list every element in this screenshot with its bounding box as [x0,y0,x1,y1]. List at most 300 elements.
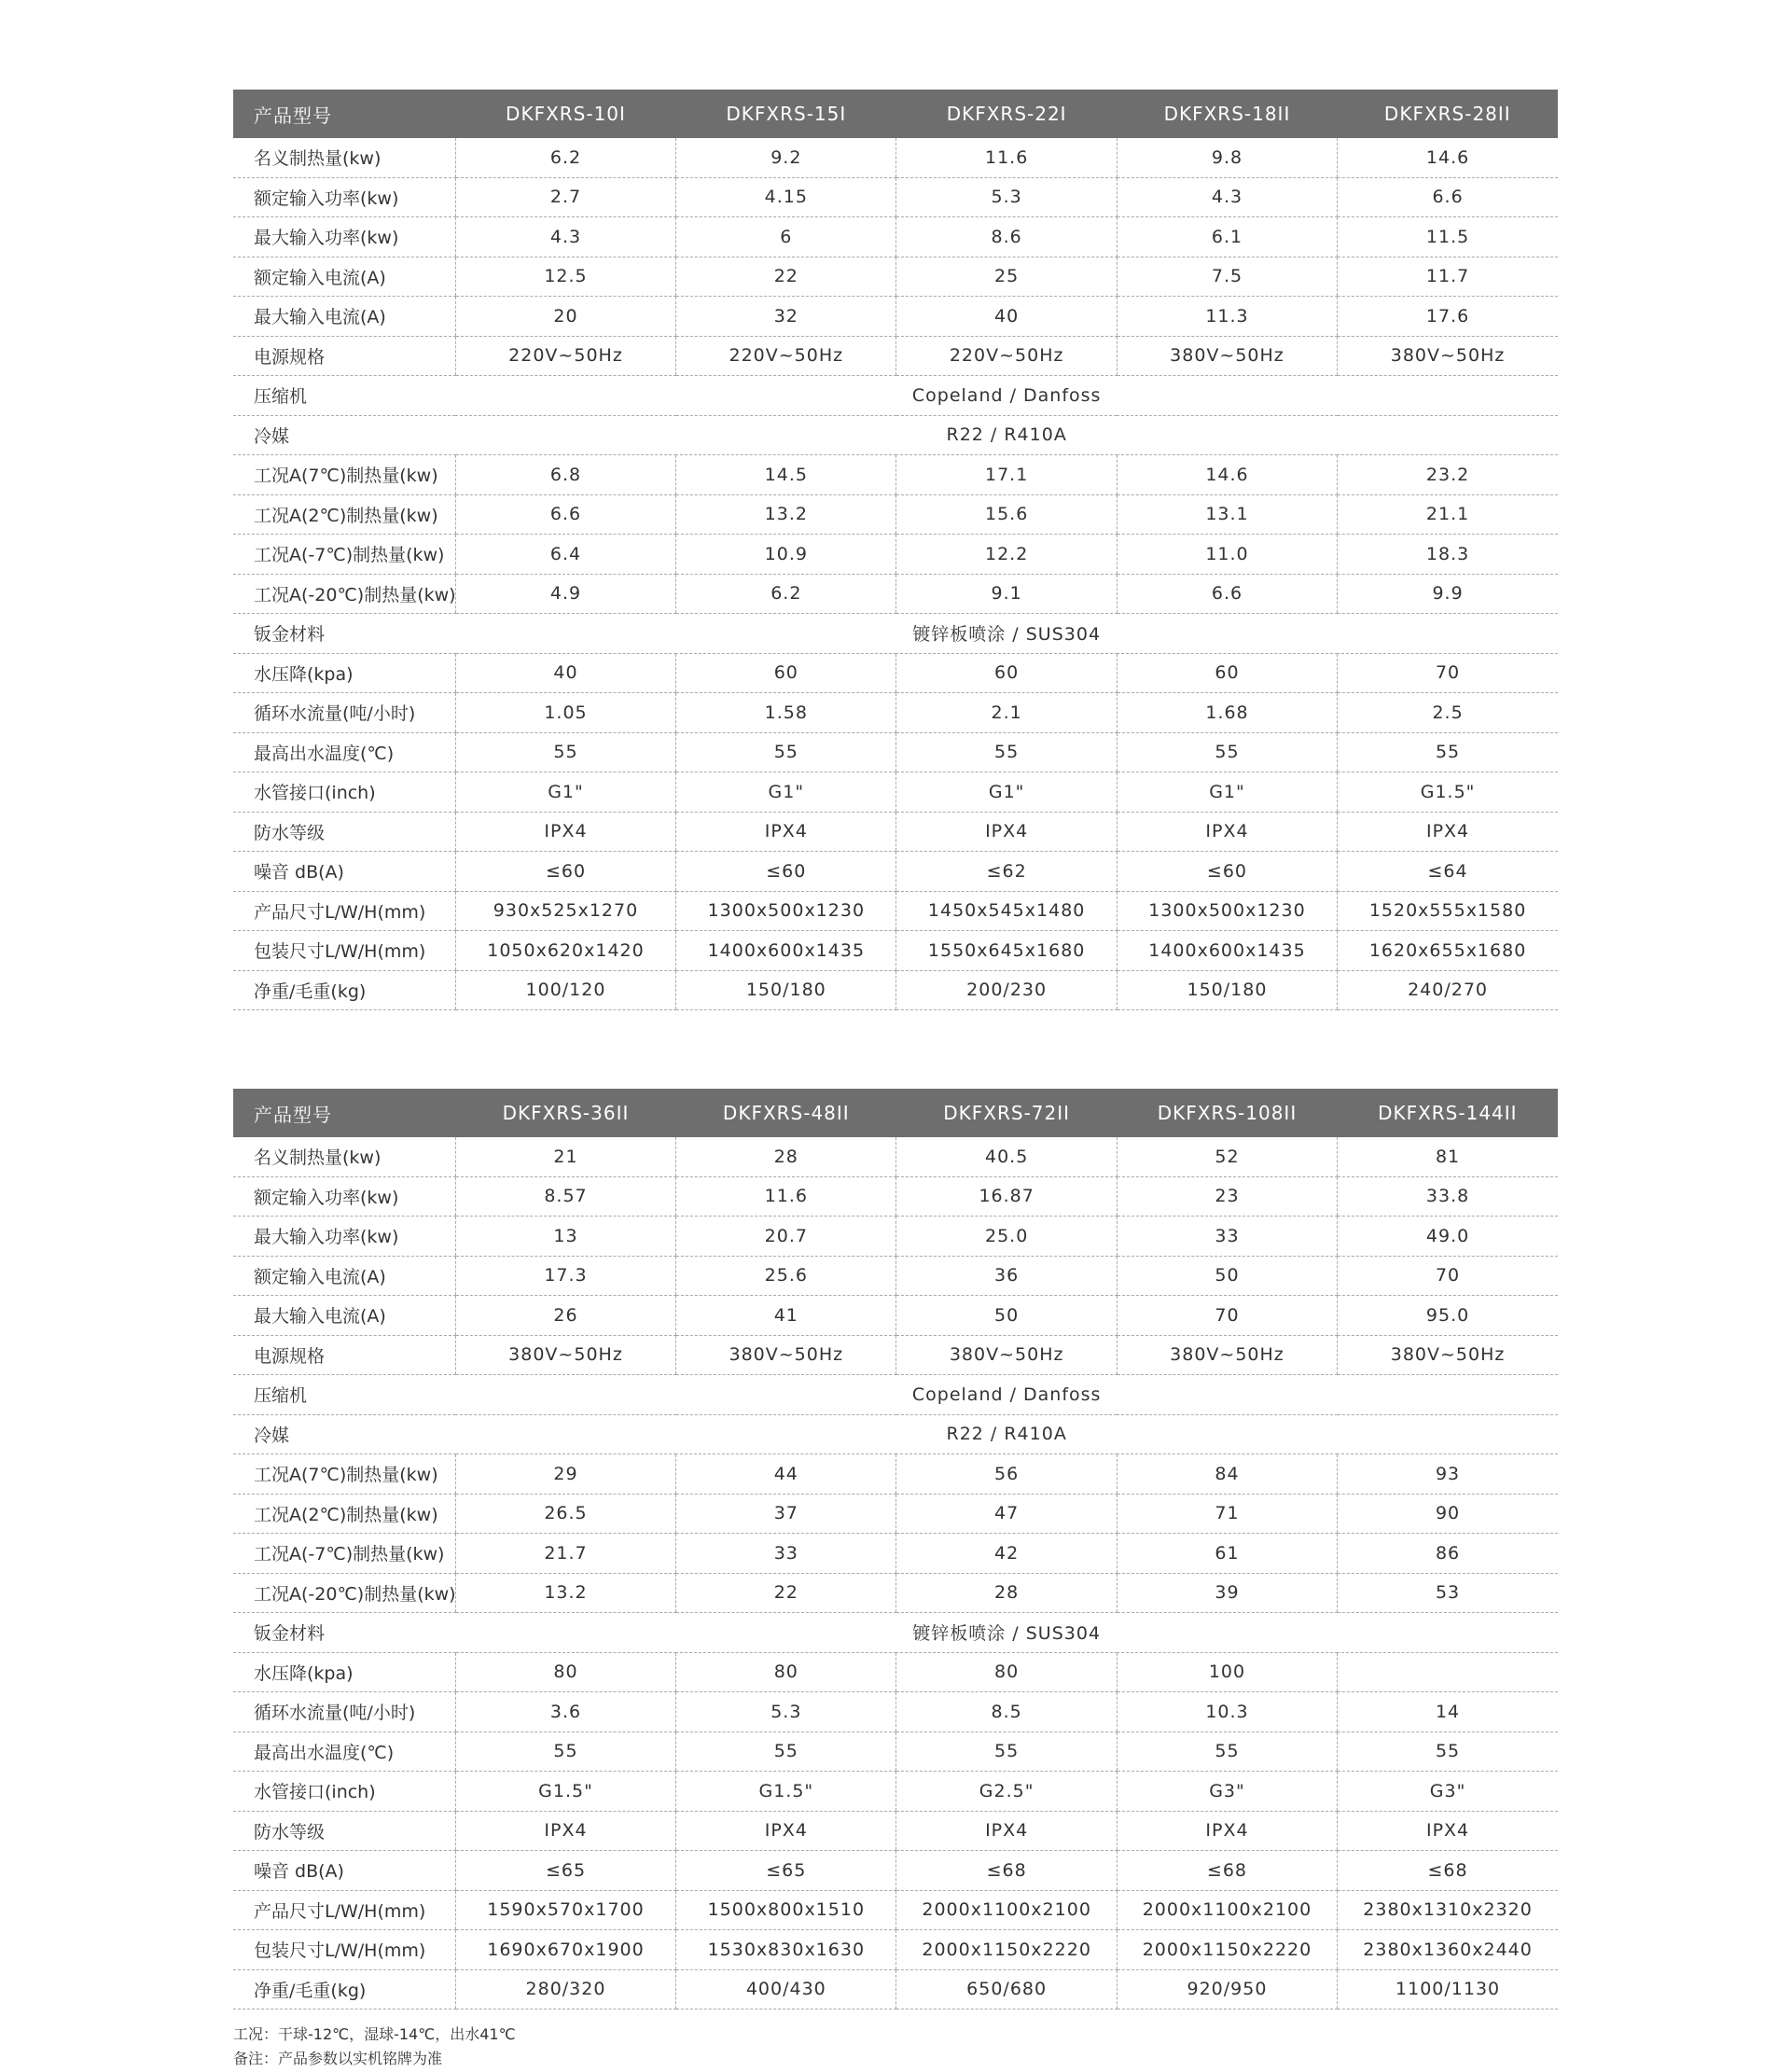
row-label: 最高出水温度(℃) [233,1731,455,1772]
row-value: 23.2 [1338,455,1558,495]
row-value: 55 [455,732,675,772]
row-value: 55 [676,1731,896,1772]
row-label: 最大输入电流(A) [233,297,455,337]
row-value: G1" [676,772,896,813]
row-value: 1520x555x1580 [1338,891,1558,931]
row-label: 防水等级 [233,812,455,852]
row-value: 29 [455,1454,675,1495]
row-value: 17.3 [455,1256,675,1296]
row-value: 1550x645x1680 [896,931,1117,971]
row-value: 4.9 [455,574,675,614]
row-value: 11.7 [1338,257,1558,297]
row-value: ≤64 [1338,852,1558,892]
row-value: ≤60 [1117,852,1337,892]
row-label: 水管接口(inch) [233,1772,455,1812]
row-value: 47 [896,1494,1117,1534]
row-value: 70 [1117,1296,1337,1336]
table-row [233,970,1558,1010]
row-value: 2000x1150x2220 [1117,1930,1337,1970]
table-row [233,574,1558,614]
row-value: 14.5 [676,455,896,495]
row-value: 1.68 [1117,693,1337,733]
row-label: 工况A(2℃)制热量(kw) [233,1494,455,1534]
row-label: 额定输入电流(A) [233,257,455,297]
row-value: 400/430 [676,1969,896,2009]
row-value: 84 [1117,1454,1337,1495]
row-value-merged: Copeland / Danfoss [455,376,1558,416]
row-value: 25.6 [676,1256,896,1296]
row-value: 11.0 [1117,535,1337,575]
row-label: 产品尺寸L/W/H(mm) [233,1890,455,1930]
row-value: IPX4 [896,812,1117,852]
row-value: 13.1 [1117,494,1337,535]
row-value: 5.3 [896,177,1117,217]
table-row [233,535,1558,575]
row-value: 55 [896,732,1117,772]
row-value: 49.0 [1338,1217,1558,1257]
row-value: 12.5 [455,257,675,297]
row-value: 4.3 [455,217,675,257]
row-value: 33 [1117,1217,1337,1257]
row-value: 41 [676,1296,896,1336]
row-value: IPX4 [1338,1811,1558,1851]
row-value: 90 [1338,1494,1558,1534]
header-model: DKFXRS-15I [676,90,896,138]
row-label: 净重/毛重(kg) [233,1969,455,2009]
row-label: 压缩机 [233,376,455,416]
row-label: 循环水流量(吨/小时) [233,1692,455,1732]
row-value: 81 [1338,1137,1558,1176]
table-row [233,732,1558,772]
row-value: IPX4 [1117,1811,1337,1851]
table-row [233,614,1558,654]
row-value: ≤68 [896,1851,1117,1891]
row-label: 电源规格 [233,336,455,376]
row-value: IPX4 [1117,812,1337,852]
row-value: 240/270 [1338,970,1558,1010]
row-value: 18.3 [1338,535,1558,575]
row-value: 100 [1117,1652,1337,1692]
footnote-line: 备注：产品参数以实机铭牌为准 [233,2050,443,2068]
row-value: 55 [1117,732,1337,772]
row-value: 32 [676,297,896,337]
table-row [233,415,1558,455]
table-row [233,376,1558,416]
table-row [233,1256,1558,1296]
row-value: 17.6 [1338,297,1558,337]
row-value: 1100/1130 [1338,1969,1558,2009]
footnotes [233,2023,1558,2072]
table-row [233,217,1558,257]
row-value: 150/180 [1117,970,1337,1010]
row-value: ≤65 [455,1851,675,1891]
row-label: 工况A(2℃)制热量(kw) [233,494,455,535]
row-label: 产品尺寸L/W/H(mm) [233,891,455,931]
row-value: 55 [1338,732,1558,772]
row-value: 6.6 [1338,177,1558,217]
row-label: 水压降(kpa) [233,653,455,693]
row-value: 11.5 [1338,217,1558,257]
table-row [233,852,1558,892]
row-value: 8.57 [455,1176,675,1217]
row-value: 14.6 [1338,138,1558,177]
row-value: 2.7 [455,177,675,217]
row-value: 1590x570x1700 [455,1890,675,1930]
row-value: 5.3 [676,1692,896,1732]
table-header-row [233,90,1558,138]
row-value: 21.1 [1338,494,1558,535]
row-value: 220V~50Hz [455,336,675,376]
row-label: 循环水流量(吨/小时) [233,693,455,733]
row-value: 9.9 [1338,574,1558,614]
row-value: 7.5 [1117,257,1337,297]
row-value: ≤60 [676,852,896,892]
row-label: 水管接口(inch) [233,772,455,813]
row-value: 1400x600x1435 [676,931,896,971]
row-value: 6.2 [455,138,675,177]
row-value: 56 [896,1454,1117,1495]
row-value-merged: Copeland / Danfoss [455,1375,1558,1415]
table-row [233,1335,1558,1375]
table-row [233,257,1558,297]
row-value: 200/230 [896,970,1117,1010]
row-label: 最大输入功率(kw) [233,217,455,257]
row-value: 50 [896,1296,1117,1336]
table-row [233,653,1558,693]
spec-table [233,90,1558,1010]
row-value: 920/950 [1117,1969,1337,2009]
row-value: 70 [1338,653,1558,693]
row-label: 钣金材料 [233,614,455,654]
row-value: 380V~50Hz [1117,336,1337,376]
row-label: 额定输入功率(kw) [233,1176,455,1217]
table-row [233,177,1558,217]
row-value: IPX4 [455,812,675,852]
table-row [233,772,1558,813]
row-value: 6.6 [455,494,675,535]
row-value: 28 [676,1137,896,1176]
row-value: 21 [455,1137,675,1176]
row-value: 71 [1117,1494,1337,1534]
row-value: 100/120 [455,970,675,1010]
row-value: 2000x1100x2100 [1117,1890,1337,1930]
row-value: IPX4 [896,1811,1117,1851]
row-label: 防水等级 [233,1811,455,1851]
row-label: 工况A(7℃)制热量(kw) [233,1454,455,1495]
table-row [233,1851,1558,1891]
row-value: 380V~50Hz [1117,1335,1337,1375]
table-row [233,138,1558,177]
row-label: 工况A(-7℃)制热量(kw) [233,535,455,575]
row-value: 280/320 [455,1969,675,2009]
row-label: 冷媒 [233,415,455,455]
table-row [233,1613,1558,1653]
table-row [233,1137,1558,1176]
table-row [233,455,1558,495]
table-row [233,1494,1558,1534]
header-model: DKFXRS-72II [896,1089,1117,1137]
row-value: 1050x620x1420 [455,931,675,971]
row-value: 6 [676,217,896,257]
row-value: 380V~50Hz [896,1335,1117,1375]
row-label: 名义制热量(kw) [233,138,455,177]
row-value: IPX4 [676,812,896,852]
row-value-merged: R22 / R410A [455,1414,1558,1454]
row-value: 16.87 [896,1176,1117,1217]
table-row [233,693,1558,733]
row-value: 220V~50Hz [676,336,896,376]
row-value: 380V~50Hz [676,1335,896,1375]
row-value: 9.2 [676,138,896,177]
row-value: G1.5" [676,1772,896,1812]
table-row [233,1296,1558,1336]
row-value: 55 [455,1731,675,1772]
row-value: 9.1 [896,574,1117,614]
row-value: 150/180 [676,970,896,1010]
row-value: 60 [676,653,896,693]
row-value: 20.7 [676,1217,896,1257]
row-value: 380V~50Hz [1338,1335,1558,1375]
row-value: G1" [896,772,1117,813]
table-row [233,812,1558,852]
row-value: 42 [896,1534,1117,1574]
row-label: 电源规格 [233,1335,455,1375]
table-row [233,336,1558,376]
table-row [233,494,1558,535]
table-row [233,1930,1558,1970]
row-value: 6.1 [1117,217,1337,257]
row-value: 2.5 [1338,693,1558,733]
row-value: 1400x600x1435 [1117,931,1337,971]
row-value: G3" [1117,1772,1337,1812]
row-value: G1" [1117,772,1337,813]
row-label: 冷媒 [233,1414,455,1454]
row-value: 2000x1150x2220 [896,1930,1117,1970]
row-value: IPX4 [676,1811,896,1851]
header-label: 产品型号 [233,90,455,138]
row-value: ≤68 [1117,1851,1337,1891]
row-value: 380V~50Hz [455,1335,675,1375]
row-label: 包装尺寸L/W/H(mm) [233,1930,455,1970]
row-value: 13.2 [455,1573,675,1613]
row-value: 6.6 [1117,574,1337,614]
row-value: G3" [1338,1772,1558,1812]
table-row [233,1534,1558,1574]
row-label: 噪音 dB(A) [233,1851,455,1891]
row-value: 26 [455,1296,675,1336]
row-label: 最大输入功率(kw) [233,1217,455,1257]
row-value: 10.9 [676,535,896,575]
row-value: 80 [455,1652,675,1692]
row-value: ≤65 [676,1851,896,1891]
row-value: 95.0 [1338,1296,1558,1336]
row-label: 额定输入电流(A) [233,1256,455,1296]
row-value: 86 [1338,1534,1558,1574]
row-value: 1.58 [676,693,896,733]
row-value: 8.6 [896,217,1117,257]
row-value: G1.5" [455,1772,675,1812]
header-model: DKFXRS-22I [896,90,1117,138]
row-value: 55 [1117,1731,1337,1772]
row-value: 17.1 [896,455,1117,495]
row-value: 8.5 [896,1692,1117,1732]
table-header-row [233,1089,1558,1137]
row-value: 6.4 [455,535,675,575]
row-value: 21.7 [455,1534,675,1574]
row-label: 压缩机 [233,1375,455,1415]
row-value: 1690x670x1900 [455,1930,675,1970]
row-value: IPX4 [1338,812,1558,852]
row-label: 额定输入功率(kw) [233,177,455,217]
row-value: 22 [676,1573,896,1613]
row-value: 44 [676,1454,896,1495]
header-model: DKFXRS-144II [1338,1089,1558,1137]
row-value-merged: R22 / R410A [455,415,1558,455]
table-row [233,1772,1558,1812]
row-value: 4.15 [676,177,896,217]
table-row [233,1454,1558,1495]
row-value: 20 [455,297,675,337]
row-value: 14 [1338,1692,1558,1732]
table-row [233,891,1558,931]
row-value: IPX4 [455,1811,675,1851]
row-value: 11.6 [896,138,1117,177]
row-label: 钣金材料 [233,1613,455,1653]
table-row [233,1414,1558,1454]
row-value: 2380x1360x2440 [1338,1930,1558,1970]
spec-tables-container [233,90,1558,2009]
row-label: 工况A(-20℃)制热量(kw) [233,574,455,614]
row-value: 55 [896,1731,1117,1772]
row-value: ≤60 [455,852,675,892]
table-row [233,1573,1558,1613]
header-model: DKFXRS-108II [1117,1089,1337,1137]
header-label: 产品型号 [233,1089,455,1137]
spec-table [233,1089,1558,2009]
row-value: 6.2 [676,574,896,614]
row-value: 2.1 [896,693,1117,733]
row-value: 80 [896,1652,1117,1692]
table-row [233,1176,1558,1217]
row-value: 13.2 [676,494,896,535]
row-label: 工况A(-20℃)制热量(kw) [233,1573,455,1613]
row-value: 1300x500x1230 [1117,891,1337,931]
row-value: 22 [676,257,896,297]
row-value: 53 [1338,1573,1558,1613]
header-model: DKFXRS-28II [1338,90,1558,138]
row-value: 13 [455,1217,675,1257]
row-value: 26.5 [455,1494,675,1534]
row-value: 6.8 [455,455,675,495]
row-value: 11.3 [1117,297,1337,337]
table-row [233,1890,1558,1930]
header-model: DKFXRS-36II [455,1089,675,1137]
row-value: 52 [1117,1137,1337,1176]
row-label: 最大输入电流(A) [233,1296,455,1336]
table-row [233,1652,1558,1692]
row-value: 1.05 [455,693,675,733]
row-value: 40 [896,297,1117,337]
table-row [233,297,1558,337]
row-value: 60 [896,653,1117,693]
row-value: 9.8 [1117,138,1337,177]
table-row [233,1731,1558,1772]
row-value: 55 [1338,1731,1558,1772]
row-label: 水压降(kpa) [233,1652,455,1692]
header-model: DKFXRS-10I [455,90,675,138]
table-row [233,1811,1558,1851]
row-value: 33.8 [1338,1176,1558,1217]
row-value: 36 [896,1256,1117,1296]
row-label: 工况A(7℃)制热量(kw) [233,455,455,495]
row-value: 650/680 [896,1969,1117,2009]
table-row [233,1969,1558,2009]
row-value: 1530x830x1630 [676,1930,896,1970]
row-value: 14.6 [1117,455,1337,495]
row-value: G1.5" [1338,772,1558,813]
row-value: 1500x800x1510 [676,1890,896,1930]
row-value: 1620x655x1680 [1338,931,1558,971]
row-value [1338,1652,1558,1692]
footnote-line: 工况：干球-12℃，湿球-14℃，出水41℃ [233,2025,516,2043]
row-label: 最高出水温度(℃) [233,732,455,772]
row-value: 40 [455,653,675,693]
row-value: 37 [676,1494,896,1534]
row-value: 70 [1338,1256,1558,1296]
row-value: 55 [676,732,896,772]
row-value: 50 [1117,1256,1337,1296]
row-value-merged: 镀锌板喷涂 / SUS304 [455,1613,1558,1653]
row-value: 23 [1117,1176,1337,1217]
row-value: 3.6 [455,1692,675,1732]
row-value: 930x525x1270 [455,891,675,931]
row-value: 61 [1117,1534,1337,1574]
row-value: 80 [676,1652,896,1692]
row-value: 11.6 [676,1176,896,1217]
row-label: 噪音 dB(A) [233,852,455,892]
row-value: 10.3 [1117,1692,1337,1732]
row-label: 包装尺寸L/W/H(mm) [233,931,455,971]
row-value: 1450x545x1480 [896,891,1117,931]
row-label: 名义制热量(kw) [233,1137,455,1176]
row-value: 380V~50Hz [1338,336,1558,376]
table-row [233,1217,1558,1257]
row-value: 4.3 [1117,177,1337,217]
row-value: 40.5 [896,1137,1117,1176]
row-value: 33 [676,1534,896,1574]
row-value: 25 [896,257,1117,297]
row-value: G2.5" [896,1772,1117,1812]
row-value: 25.0 [896,1217,1117,1257]
row-value: 15.6 [896,494,1117,535]
table-row [233,1692,1558,1732]
row-value: 93 [1338,1454,1558,1495]
row-value-merged: 镀锌板喷涂 / SUS304 [455,614,1558,654]
row-value: ≤68 [1338,1851,1558,1891]
row-label: 净重/毛重(kg) [233,970,455,1010]
header-model: DKFXRS-18II [1117,90,1337,138]
row-value: 1300x500x1230 [676,891,896,931]
table-row [233,1375,1558,1415]
row-value: 12.2 [896,535,1117,575]
row-value: 220V~50Hz [896,336,1117,376]
row-value: 28 [896,1573,1117,1613]
row-value: 60 [1117,653,1337,693]
row-value: 39 [1117,1573,1337,1613]
row-value: ≤62 [896,852,1117,892]
row-label: 工况A(-7℃)制热量(kw) [233,1534,455,1574]
row-value: 2380x1310x2320 [1338,1890,1558,1930]
